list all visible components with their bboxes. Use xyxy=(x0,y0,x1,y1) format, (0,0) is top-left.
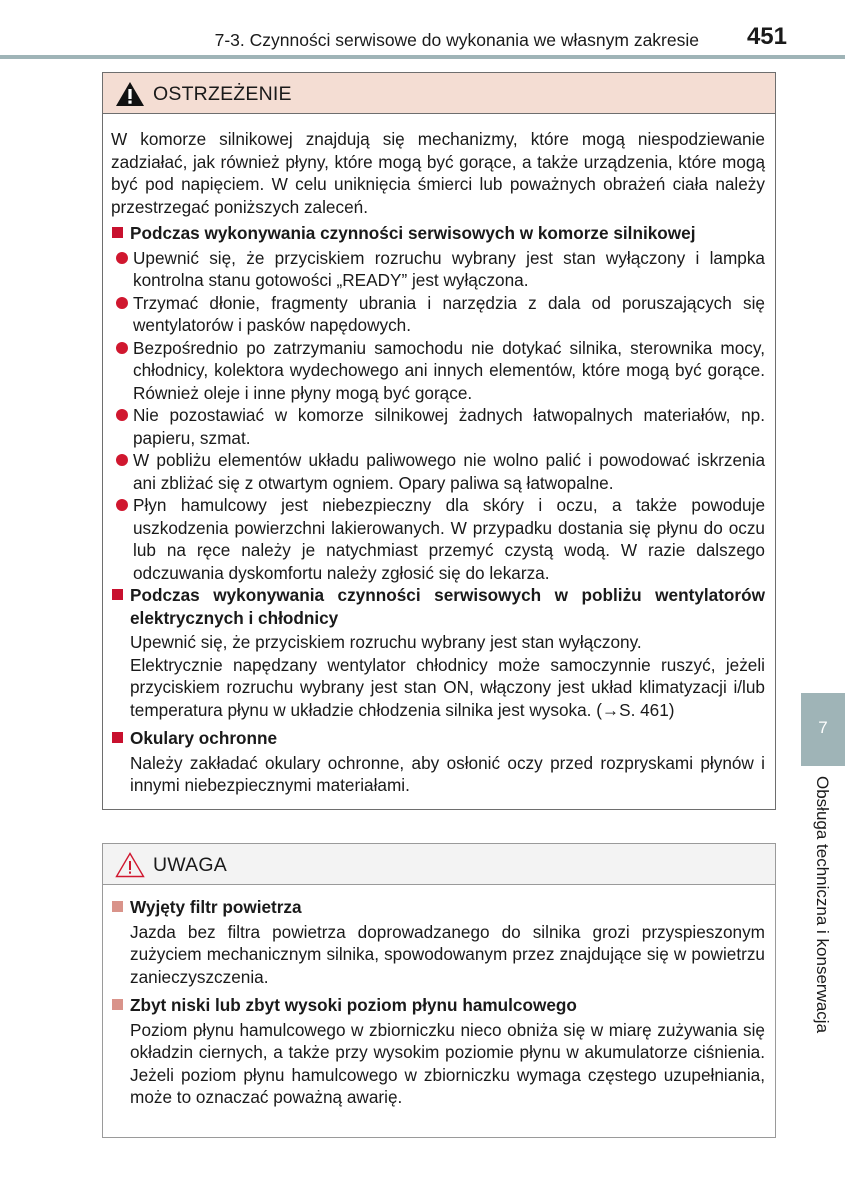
section-title: Podczas wykonywania czynności serwisowych w komorze silnikowej xyxy=(130,223,696,243)
section-title: Wyjęty filtr powietrza xyxy=(130,897,302,917)
warning-section-fans xyxy=(111,584,765,721)
list-item: Płyn hamulcowy jest niebezpieczny dla skóry i oczu, a także powoduje uszkodzenia powierzchni lakierowanych. W przypadku dostania się płynu do oczu lub na ręce należy je natychmiast przemyć czystą wodą. W razie dalszego odczuwania dyskomfortu należy zgłosić się do lekarza. xyxy=(111,494,765,584)
page-header xyxy=(0,0,845,62)
page-number: 451 xyxy=(746,23,787,50)
warning-box xyxy=(102,72,776,810)
warning-section-engine xyxy=(111,222,765,245)
warning-intro: W komorze silnikowej znajdują się mechanizmy, które mogą niespodziewanie zadziałać, jak również płyny, które mogą być gorące, a także urządzenia, które mogą być pod napięciem. W celu uniknięcia śmierci lub poważnych obrażeń ciała należy przestrzegać poniższych zaleceń. xyxy=(111,129,765,217)
list-item: Bezpośrednio po zatrzymaniu samochodu nie dotykać silnika, sterownika mocy, chłodnicy, kolektora wydechowego ani innych elementów, które mogą być gorące. Również oleje i inne płyny mogą być gorące. xyxy=(111,337,765,405)
section-text: Należy zakładać okulary ochronne, aby osłonić oczy przed rozpryskami płynów i innymi niebezpiecznymi materiałami. xyxy=(130,752,765,795)
square-bullet-icon xyxy=(112,732,123,743)
chapter-tab xyxy=(801,693,845,766)
chapter-tab-number: 7 xyxy=(818,718,828,737)
warning-label: OSTRZEŻENIE xyxy=(153,83,292,105)
round-bullet-icon xyxy=(116,252,128,264)
warning-content xyxy=(111,128,765,803)
notice-content xyxy=(111,896,765,1115)
round-bullet-icon xyxy=(116,409,128,421)
notice-section-brake-fluid xyxy=(111,994,765,1109)
round-bullet-icon xyxy=(116,454,128,466)
chapter-tab-label: Obsługa techniczna i konserwacja xyxy=(813,776,832,1034)
notice-label: UWAGA xyxy=(153,854,227,876)
warning-section-goggles xyxy=(111,727,765,797)
round-bullet-icon xyxy=(116,342,128,354)
list-item: Trzymać dłonie, fragmenty ubrania i narzędzia z dala od poruszających się wentylatorów i pasków napędowych. xyxy=(111,292,765,337)
round-bullet-icon xyxy=(116,499,128,511)
square-bullet-icon xyxy=(112,227,123,238)
round-bullet-icon xyxy=(116,297,128,309)
notice-box xyxy=(102,843,776,1138)
section-text: Upewnić się, że przyciskiem rozruchu wybrany jest stan wyłączony. xyxy=(130,632,642,652)
square-bullet-icon xyxy=(112,589,123,600)
section-title: Okulary ochronne xyxy=(130,728,278,748)
square-bullet-icon xyxy=(112,901,123,912)
list-item: W pobliżu elementów układu paliwowego nie wolno palić i powodować iskrzenia ani zbliżać się z otwartym ogniem. Opary paliwa są łatwopalne. xyxy=(111,449,765,494)
list-item: Nie pozostawiać w komorze silnikowej żadnych łatwopalnych materiałów, np. papieru, szmat. xyxy=(111,404,765,449)
section-text: Jazda bez filtra powietrza doprowadzanego do silnika grozi przyspieszonym zużyciem mechanicznym silnika, spowodowanym przez znajdujące się w powietrzu zanieczyszczenia. xyxy=(130,921,765,987)
notice-section-air-filter xyxy=(111,896,765,988)
section-text: Poziom płynu hamulcowego w zbiorniczku nieco obniża się w miarę zużywania się okładzin ciernych, a także przy wysokim poziomie płynu w akumulatorze ciśnienia. Jeżeli poziom płynu hamulcowego w zbiorniczku wymaga częstego uzupełniania, może to oznaczać poważną awarię. xyxy=(130,1019,765,1107)
caution-triangle-icon xyxy=(115,852,145,878)
header-rule xyxy=(0,55,845,59)
section-title: Zbyt niski lub zbyt wysoki poziom płynu hamulcowego xyxy=(130,995,577,1015)
warning-header xyxy=(103,73,775,114)
notice-header xyxy=(103,844,775,885)
chapter-title: 7-3. Czynności serwisowe do wykonania we własnym zakresie xyxy=(214,30,699,50)
square-bullet-icon xyxy=(112,999,123,1010)
section-text: Elektrycznie napędzany wentylator chłodnicy może samoczynnie ruszyć, jeżeli przyciskiem rozruchu wybrany jest stan ON, włączony jest układ klimatyzacji i/lub temperatura płynu w układzie chłodzenia silnika jest wysoka. (→S. 461) xyxy=(130,654,765,720)
section-title: Podczas wykonywania czynności serwisowych w pobliżu wentylatorów elektrycznych i chłodnicy xyxy=(130,585,765,628)
warning-triangle-icon xyxy=(115,81,145,107)
list-item: Upewnić się, że przyciskiem rozruchu wybrany jest stan wyłączony i lampka kontrolna stanu gotowości „READY” jest wyłączona. xyxy=(111,247,765,292)
